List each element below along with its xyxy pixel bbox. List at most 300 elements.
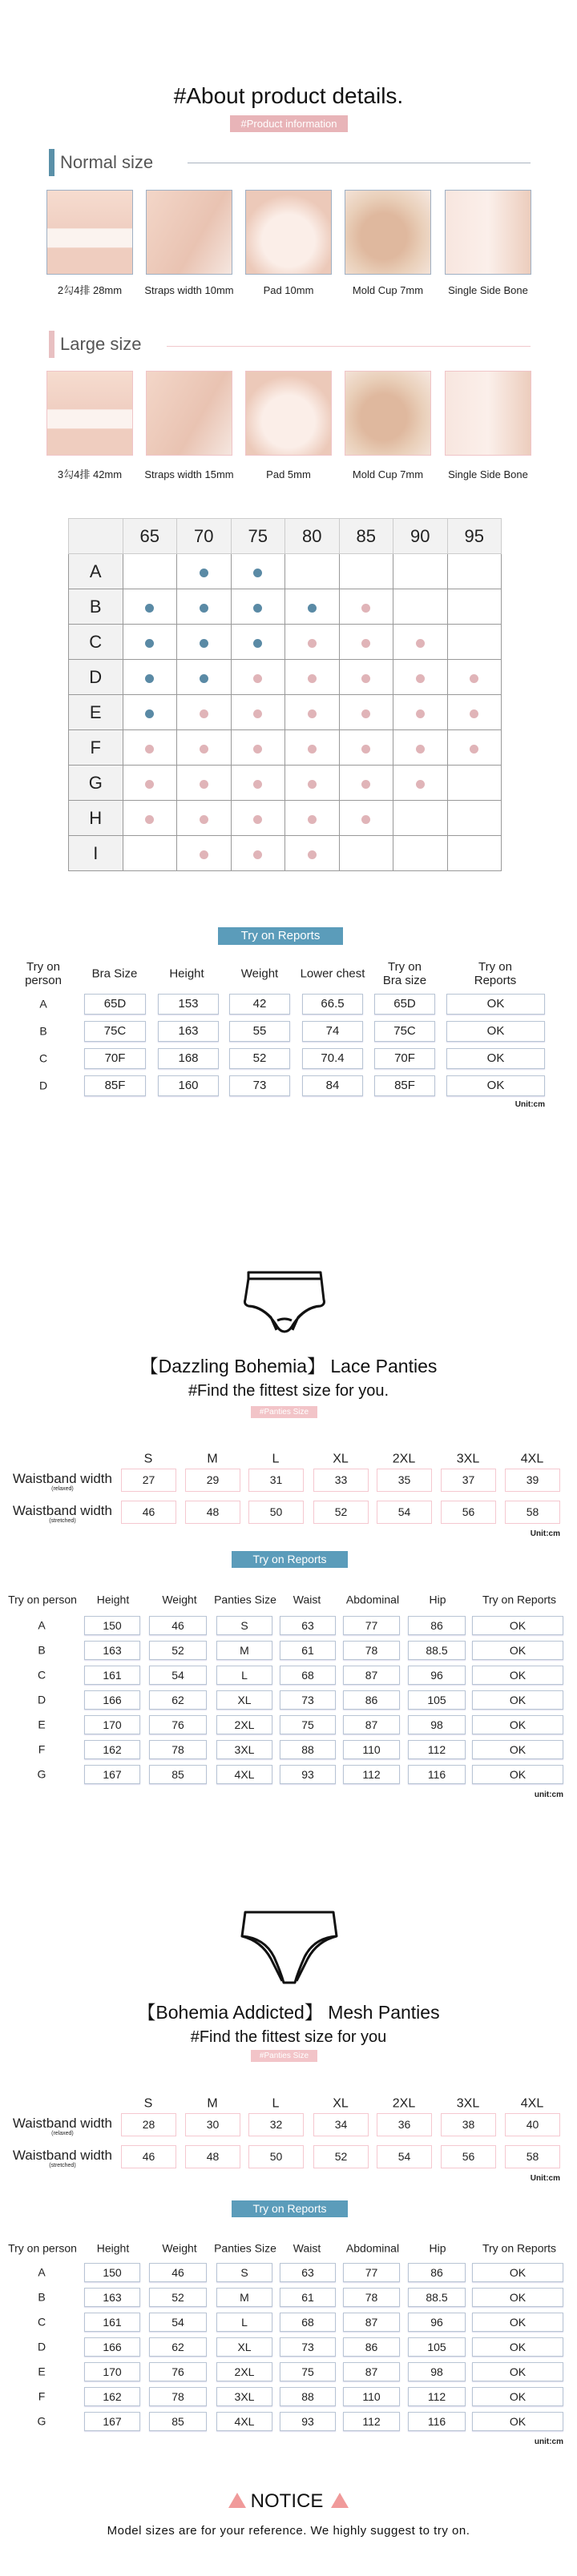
feature-label: 2勾4排 28mm	[57, 284, 123, 296]
large-size-dot	[253, 850, 262, 859]
side-bone-photo	[445, 371, 531, 456]
cup-size-header: C	[69, 625, 123, 660]
report-cell: 78	[149, 2387, 207, 2406]
size-chart-cell	[285, 836, 340, 871]
size-chart-cell	[123, 836, 177, 871]
waistband-label	[13, 2148, 112, 2169]
person-label: D	[38, 1079, 48, 1092]
column-header: Abdominal	[345, 1593, 400, 1606]
report-cell: 105	[408, 2337, 466, 2357]
report-cell: 88	[280, 1740, 336, 1759]
strap-photo	[146, 190, 232, 275]
size-chart-cell	[123, 695, 177, 730]
size-header: 4XL	[520, 1452, 544, 1466]
page-title: #About product details.	[173, 83, 404, 108]
report-cell: 162	[84, 2387, 140, 2406]
size-chart-row	[69, 625, 502, 660]
column-header: Weight	[162, 1593, 197, 1606]
report-cell: 74	[302, 1021, 363, 1042]
size-chart-row	[69, 836, 502, 871]
large-size-dot	[308, 709, 317, 718]
large-size-dot	[361, 639, 370, 648]
large-size-dot	[416, 709, 425, 718]
size-chart-cell	[447, 625, 502, 660]
panties-icon	[237, 1909, 341, 1987]
report-cell: 76	[149, 2362, 207, 2381]
unit-label: unit:cm	[534, 2437, 563, 2446]
report-cell: OK	[472, 2412, 563, 2431]
report-cell: S	[216, 1616, 272, 1635]
report-cell: 55	[229, 1021, 290, 1042]
column-header	[25, 960, 62, 987]
size-value-cell: 36	[377, 2113, 432, 2136]
size-chart-cell	[177, 730, 232, 766]
size-value-cell: 50	[248, 2145, 304, 2168]
report-cell: 66.5	[302, 994, 363, 1015]
size-chart-cell	[177, 695, 232, 730]
report-cell: 61	[280, 1641, 336, 1660]
size-header: XL	[333, 1452, 349, 1466]
large-size-dot	[308, 815, 317, 824]
corner-cell	[69, 519, 123, 554]
report-cell: 167	[84, 2412, 140, 2431]
report-cell: OK	[472, 2337, 563, 2357]
size-header: 3XL	[456, 1452, 480, 1466]
normal-size-dot	[308, 604, 317, 613]
report-cell: 75	[280, 1715, 336, 1734]
size-chart-cell	[177, 836, 232, 871]
report-cell: 77	[343, 2263, 400, 2282]
size-header: XL	[333, 2096, 349, 2111]
size-chart-cell	[339, 625, 393, 660]
report-cell: 65D	[374, 994, 435, 1015]
size-chart-cell	[339, 660, 393, 695]
side-bone-photo	[445, 190, 531, 275]
size-value-cell: 38	[441, 2113, 496, 2136]
report-cell: 163	[158, 1021, 219, 1042]
size-chart-cell	[231, 730, 285, 766]
person-label: B	[39, 1024, 47, 1038]
size-chart-cell	[447, 554, 502, 589]
size-chart-cell	[123, 589, 177, 625]
large-size-dot	[308, 850, 317, 859]
column-header	[301, 967, 365, 981]
warning-icon	[331, 2493, 349, 2508]
size-chart-cell	[123, 730, 177, 766]
mold-cup-photo	[345, 371, 431, 456]
size-chart-cell	[285, 766, 340, 801]
size-value-cell: 48	[185, 1501, 240, 1524]
size-value-cell: 30	[185, 2113, 240, 2136]
report-cell: OK	[446, 1048, 545, 1069]
report-cell: 77	[343, 1616, 400, 1635]
feature-label: Straps width 15mm	[144, 468, 234, 480]
size-value-cell: 58	[505, 2145, 560, 2168]
large-size-dot	[200, 850, 208, 859]
report-cell: 2XL	[216, 1715, 272, 1734]
large-size-dot	[416, 745, 425, 754]
report-cell: OK	[472, 2313, 563, 2332]
size-chart-cell	[177, 589, 232, 625]
size-chart-cell	[177, 801, 232, 836]
person-label: A	[38, 2265, 46, 2279]
product-title: 【Dazzling Bohemia】 Lace Panties	[139, 1356, 438, 1376]
size-value-cell: 54	[377, 1501, 432, 1524]
header-text: Weight	[240, 967, 279, 981]
size-chart-cell	[231, 801, 285, 836]
unit-label: Unit:cm	[530, 1529, 560, 1538]
column-header: Hip	[429, 2241, 446, 2255]
report-cell: XL	[216, 1690, 272, 1710]
size-value-cell: 32	[248, 2113, 304, 2136]
normal-size-heading: Normal size	[60, 152, 154, 172]
waistband-label	[13, 2116, 112, 2137]
warning-icon	[228, 2493, 246, 2508]
report-cell: 3XL	[216, 2387, 272, 2406]
size-chart-cell	[393, 801, 448, 836]
size-header: L	[272, 2096, 280, 2111]
report-cell: OK	[472, 2288, 563, 2307]
report-cell: 87	[343, 1666, 400, 1685]
header-text: Bra size	[382, 974, 427, 987]
large-size-dot	[308, 639, 317, 648]
size-value-cell: 46	[121, 2145, 176, 2168]
person-label: B	[38, 1643, 46, 1657]
normal-size-dot	[200, 604, 208, 613]
subtitle: #Find the fittest size for you	[190, 2028, 387, 2046]
report-cell: 68	[280, 1666, 336, 1685]
report-cell: 87	[343, 1715, 400, 1734]
size-header: 3XL	[456, 2096, 480, 2111]
size-chart-cell	[177, 660, 232, 695]
normal-size-dot	[200, 639, 208, 648]
size-chart-cell	[285, 660, 340, 695]
report-cell: 98	[408, 2362, 466, 2381]
size-value-cell: 35	[377, 1469, 432, 1492]
person-label: C	[37, 2315, 46, 2329]
column-header: Waist	[293, 2241, 321, 2255]
report-cell: 73	[280, 1690, 336, 1710]
person-label: D	[37, 1693, 46, 1706]
column-header	[383, 960, 426, 987]
person-label: F	[38, 1742, 46, 1756]
size-chart-row	[69, 801, 502, 836]
size-chart-cell	[393, 625, 448, 660]
size-value-cell: 33	[313, 1469, 369, 1492]
person-label: B	[38, 2290, 46, 2304]
bra-hook-photo	[46, 190, 133, 275]
report-cell: 110	[343, 1740, 400, 1759]
report-cell: S	[216, 2263, 272, 2282]
person-label: C	[38, 1051, 48, 1065]
report-cell: OK	[472, 1715, 563, 1734]
large-size-dot	[416, 639, 425, 648]
size-chart-cell	[231, 836, 285, 871]
report-cell: 112	[408, 1740, 466, 1759]
normal-size-dot	[145, 639, 154, 648]
size-chart-cell	[393, 660, 448, 695]
normal-size-marker	[49, 149, 54, 176]
large-size-dot	[253, 780, 262, 789]
size-value-cell: 39	[505, 1469, 560, 1492]
band-size-header: 80	[285, 519, 340, 554]
product-info-tag: #Product information	[230, 115, 348, 132]
column-header: Try on Reports	[482, 2241, 557, 2255]
report-cell: 52	[149, 2288, 207, 2307]
large-size-dot	[470, 745, 478, 754]
report-cell: 42	[229, 994, 290, 1015]
feature-label: Single Side Bone	[448, 468, 528, 480]
large-size-dot	[361, 815, 370, 824]
size-chart-row	[69, 554, 502, 589]
size-chart-cell	[231, 660, 285, 695]
normal-size-dot	[145, 604, 154, 613]
size-value-cell: 50	[248, 1501, 304, 1524]
try-on-reports-button[interactable]: Try on Reports	[232, 1551, 348, 1568]
report-cell: XL	[216, 2337, 272, 2357]
report-cell: 52	[149, 1641, 207, 1660]
size-value-cell: 58	[505, 1501, 560, 1524]
size-value-cell: 46	[121, 1501, 176, 1524]
size-chart-cell	[231, 625, 285, 660]
header-text: Try on	[388, 960, 422, 974]
large-size-dot	[253, 815, 262, 824]
large-size-dot	[308, 745, 317, 754]
report-cell: 112	[343, 2412, 400, 2431]
report-cell: 61	[280, 2288, 336, 2307]
notice-title: NOTICE	[250, 2490, 324, 2512]
bra-hook-photo	[46, 371, 133, 456]
size-header: S	[143, 1452, 153, 1466]
large-size-dot	[253, 709, 262, 718]
waistband-sublabel: (relaxed)	[51, 2131, 74, 2136]
report-cell: 68	[280, 2313, 336, 2332]
report-cell: 160	[158, 1075, 219, 1096]
report-cell: 70F	[374, 1048, 435, 1069]
report-cell: 86	[408, 1616, 466, 1635]
report-cell: 168	[158, 1048, 219, 1069]
size-value-cell: 29	[185, 1469, 240, 1492]
report-cell: 65D	[84, 994, 146, 1015]
size-chart-cell	[177, 554, 232, 589]
column-header	[474, 960, 517, 987]
report-cell: 96	[408, 1666, 466, 1685]
cup-size-header: A	[69, 554, 123, 589]
try-on-reports-button[interactable]: Try on Reports	[218, 927, 343, 945]
size-chart-cell	[123, 625, 177, 660]
size-value-cell: 27	[121, 1469, 176, 1492]
size-chart-cell	[393, 836, 448, 871]
feature-label: Mold Cup 7mm	[352, 284, 424, 296]
waistband-sublabel: (stretched)	[49, 2163, 76, 2168]
cup-size-header: G	[69, 766, 123, 801]
bra-size-chart	[68, 518, 502, 871]
report-cell: 93	[280, 2412, 336, 2431]
size-chart-cell	[285, 589, 340, 625]
size-chart-cell	[339, 730, 393, 766]
size-chart-cell	[285, 625, 340, 660]
large-size-dot	[145, 780, 154, 789]
column-header: Waist	[293, 1593, 321, 1606]
notice-heading	[0, 2490, 577, 2513]
size-value-cell: 52	[313, 1501, 369, 1524]
report-cell: 167	[84, 1765, 140, 1784]
band-size-header: 75	[231, 519, 285, 554]
report-cell: 161	[84, 1666, 140, 1685]
large-size-dot	[253, 745, 262, 754]
try-on-reports-button[interactable]: Try on Reports	[232, 2200, 348, 2217]
size-chart-header-row	[69, 519, 502, 554]
large-size-dot	[470, 674, 478, 683]
column-header	[241, 967, 278, 981]
person-label: G	[37, 1767, 46, 1781]
notice-text: Model sizes are for your reference. We highly suggest to try on.	[107, 2524, 470, 2538]
size-value-cell: 37	[441, 1469, 496, 1492]
column-header: Panties Size	[214, 1593, 276, 1606]
report-cell: 112	[408, 2387, 466, 2406]
report-cell: 170	[84, 2362, 140, 2381]
report-cell: 85F	[374, 1075, 435, 1096]
size-chart-cell	[123, 554, 177, 589]
size-header: S	[143, 2096, 153, 2111]
unit-label: unit:cm	[534, 1790, 563, 1799]
report-cell: 76	[149, 1715, 207, 1734]
normal-size-dot	[145, 674, 154, 683]
size-chart-cell	[123, 766, 177, 801]
report-cell: 70.4	[302, 1048, 363, 1069]
band-size-header: 65	[123, 519, 177, 554]
pad-photo	[245, 371, 332, 456]
large-size-dot	[416, 780, 425, 789]
cup-size-header: B	[69, 589, 123, 625]
report-cell: OK	[472, 1616, 563, 1635]
large-size-dot	[200, 709, 208, 718]
report-cell: 62	[149, 1690, 207, 1710]
size-chart-cell	[447, 695, 502, 730]
waistband-label-text: Waistband width	[12, 2116, 112, 2131]
size-value-cell: 40	[505, 2113, 560, 2136]
size-chart-cell	[123, 660, 177, 695]
report-cell: OK	[446, 1075, 545, 1096]
person-label: A	[38, 1618, 46, 1632]
normal-size-dot	[200, 569, 208, 577]
report-cell: 163	[84, 2288, 140, 2307]
report-cell: 70F	[84, 1048, 146, 1069]
waistband-sublabel: (relaxed)	[51, 1486, 74, 1492]
report-cell: OK	[472, 2387, 563, 2406]
pad-photo	[245, 190, 332, 275]
waistband-label	[13, 1472, 112, 1493]
header-text: person	[25, 974, 62, 987]
report-cell: OK	[472, 1765, 563, 1784]
report-cell: OK	[472, 1740, 563, 1759]
size-chart-cell	[231, 695, 285, 730]
report-cell: 88.5	[408, 2288, 466, 2307]
size-chart-row	[69, 730, 502, 766]
large-size-dot	[145, 745, 154, 754]
size-chart-cell	[393, 766, 448, 801]
normal-size-dot	[253, 604, 262, 613]
report-cell: 75C	[374, 1021, 435, 1042]
unit-label: Unit:cm	[530, 2174, 560, 2183]
size-chart-cell	[339, 695, 393, 730]
waistband-label-text: Waistband width	[12, 2148, 112, 2163]
report-cell: 116	[408, 2412, 466, 2431]
size-chart-cell	[339, 589, 393, 625]
size-chart-cell	[393, 554, 448, 589]
header-text: Try on	[478, 960, 512, 974]
column-header: Try on person	[8, 1593, 77, 1606]
report-cell: 110	[343, 2387, 400, 2406]
report-cell: 85	[149, 1765, 207, 1784]
feature-label: Mold Cup 7mm	[352, 468, 424, 480]
cup-size-header: H	[69, 801, 123, 836]
size-chart-cell	[123, 801, 177, 836]
report-cell: OK	[472, 1666, 563, 1685]
report-cell: 170	[84, 1715, 140, 1734]
waistband-label	[13, 1504, 112, 1525]
size-chart-cell	[447, 766, 502, 801]
person-label: D	[37, 2340, 46, 2353]
cup-size-header: D	[69, 660, 123, 695]
size-chart-row	[69, 766, 502, 801]
column-header: Height	[96, 1593, 130, 1606]
size-chart-cell	[177, 766, 232, 801]
report-cell: M	[216, 1641, 272, 1660]
size-chart-cell	[447, 660, 502, 695]
report-cell: OK	[472, 1641, 563, 1660]
header-text: Try on	[26, 960, 60, 974]
report-cell: 150	[84, 1616, 140, 1635]
size-header: 2XL	[392, 2096, 416, 2111]
column-header: Weight	[162, 2241, 197, 2255]
size-chart-cell	[447, 730, 502, 766]
large-size-dot	[145, 815, 154, 824]
size-chart-cell	[393, 695, 448, 730]
size-chart-cell	[393, 589, 448, 625]
size-chart-cell	[231, 589, 285, 625]
report-cell: 88	[280, 2387, 336, 2406]
product-title: 【Bohemia Addicted】 Mesh Panties	[137, 2002, 440, 2023]
size-chart-cell	[447, 589, 502, 625]
report-cell: 86	[408, 2263, 466, 2282]
report-cell: 166	[84, 2337, 140, 2357]
large-size-dot	[200, 745, 208, 754]
feature-label: Pad 10mm	[263, 284, 314, 296]
report-cell: 87	[343, 2362, 400, 2381]
size-value-cell: 56	[441, 1501, 496, 1524]
report-cell: 166	[84, 1690, 140, 1710]
report-cell: 3XL	[216, 1740, 272, 1759]
size-chart-row	[69, 589, 502, 625]
report-cell: 46	[149, 2263, 207, 2282]
report-cell: 75C	[84, 1021, 146, 1042]
report-cell: OK	[472, 2362, 563, 2381]
size-value-cell: 56	[441, 2145, 496, 2168]
report-cell: 93	[280, 1765, 336, 1784]
large-size-dot	[308, 780, 317, 789]
size-chart-cell	[285, 801, 340, 836]
header-text: Height	[169, 967, 204, 981]
large-size-dot	[200, 815, 208, 824]
header-text: Bra Size	[91, 967, 138, 981]
size-chart-cell	[447, 836, 502, 871]
report-cell: 73	[229, 1075, 290, 1096]
normal-size-dot	[253, 639, 262, 648]
report-cell: 96	[408, 2313, 466, 2332]
large-size-dot	[361, 745, 370, 754]
band-size-header: 70	[177, 519, 232, 554]
